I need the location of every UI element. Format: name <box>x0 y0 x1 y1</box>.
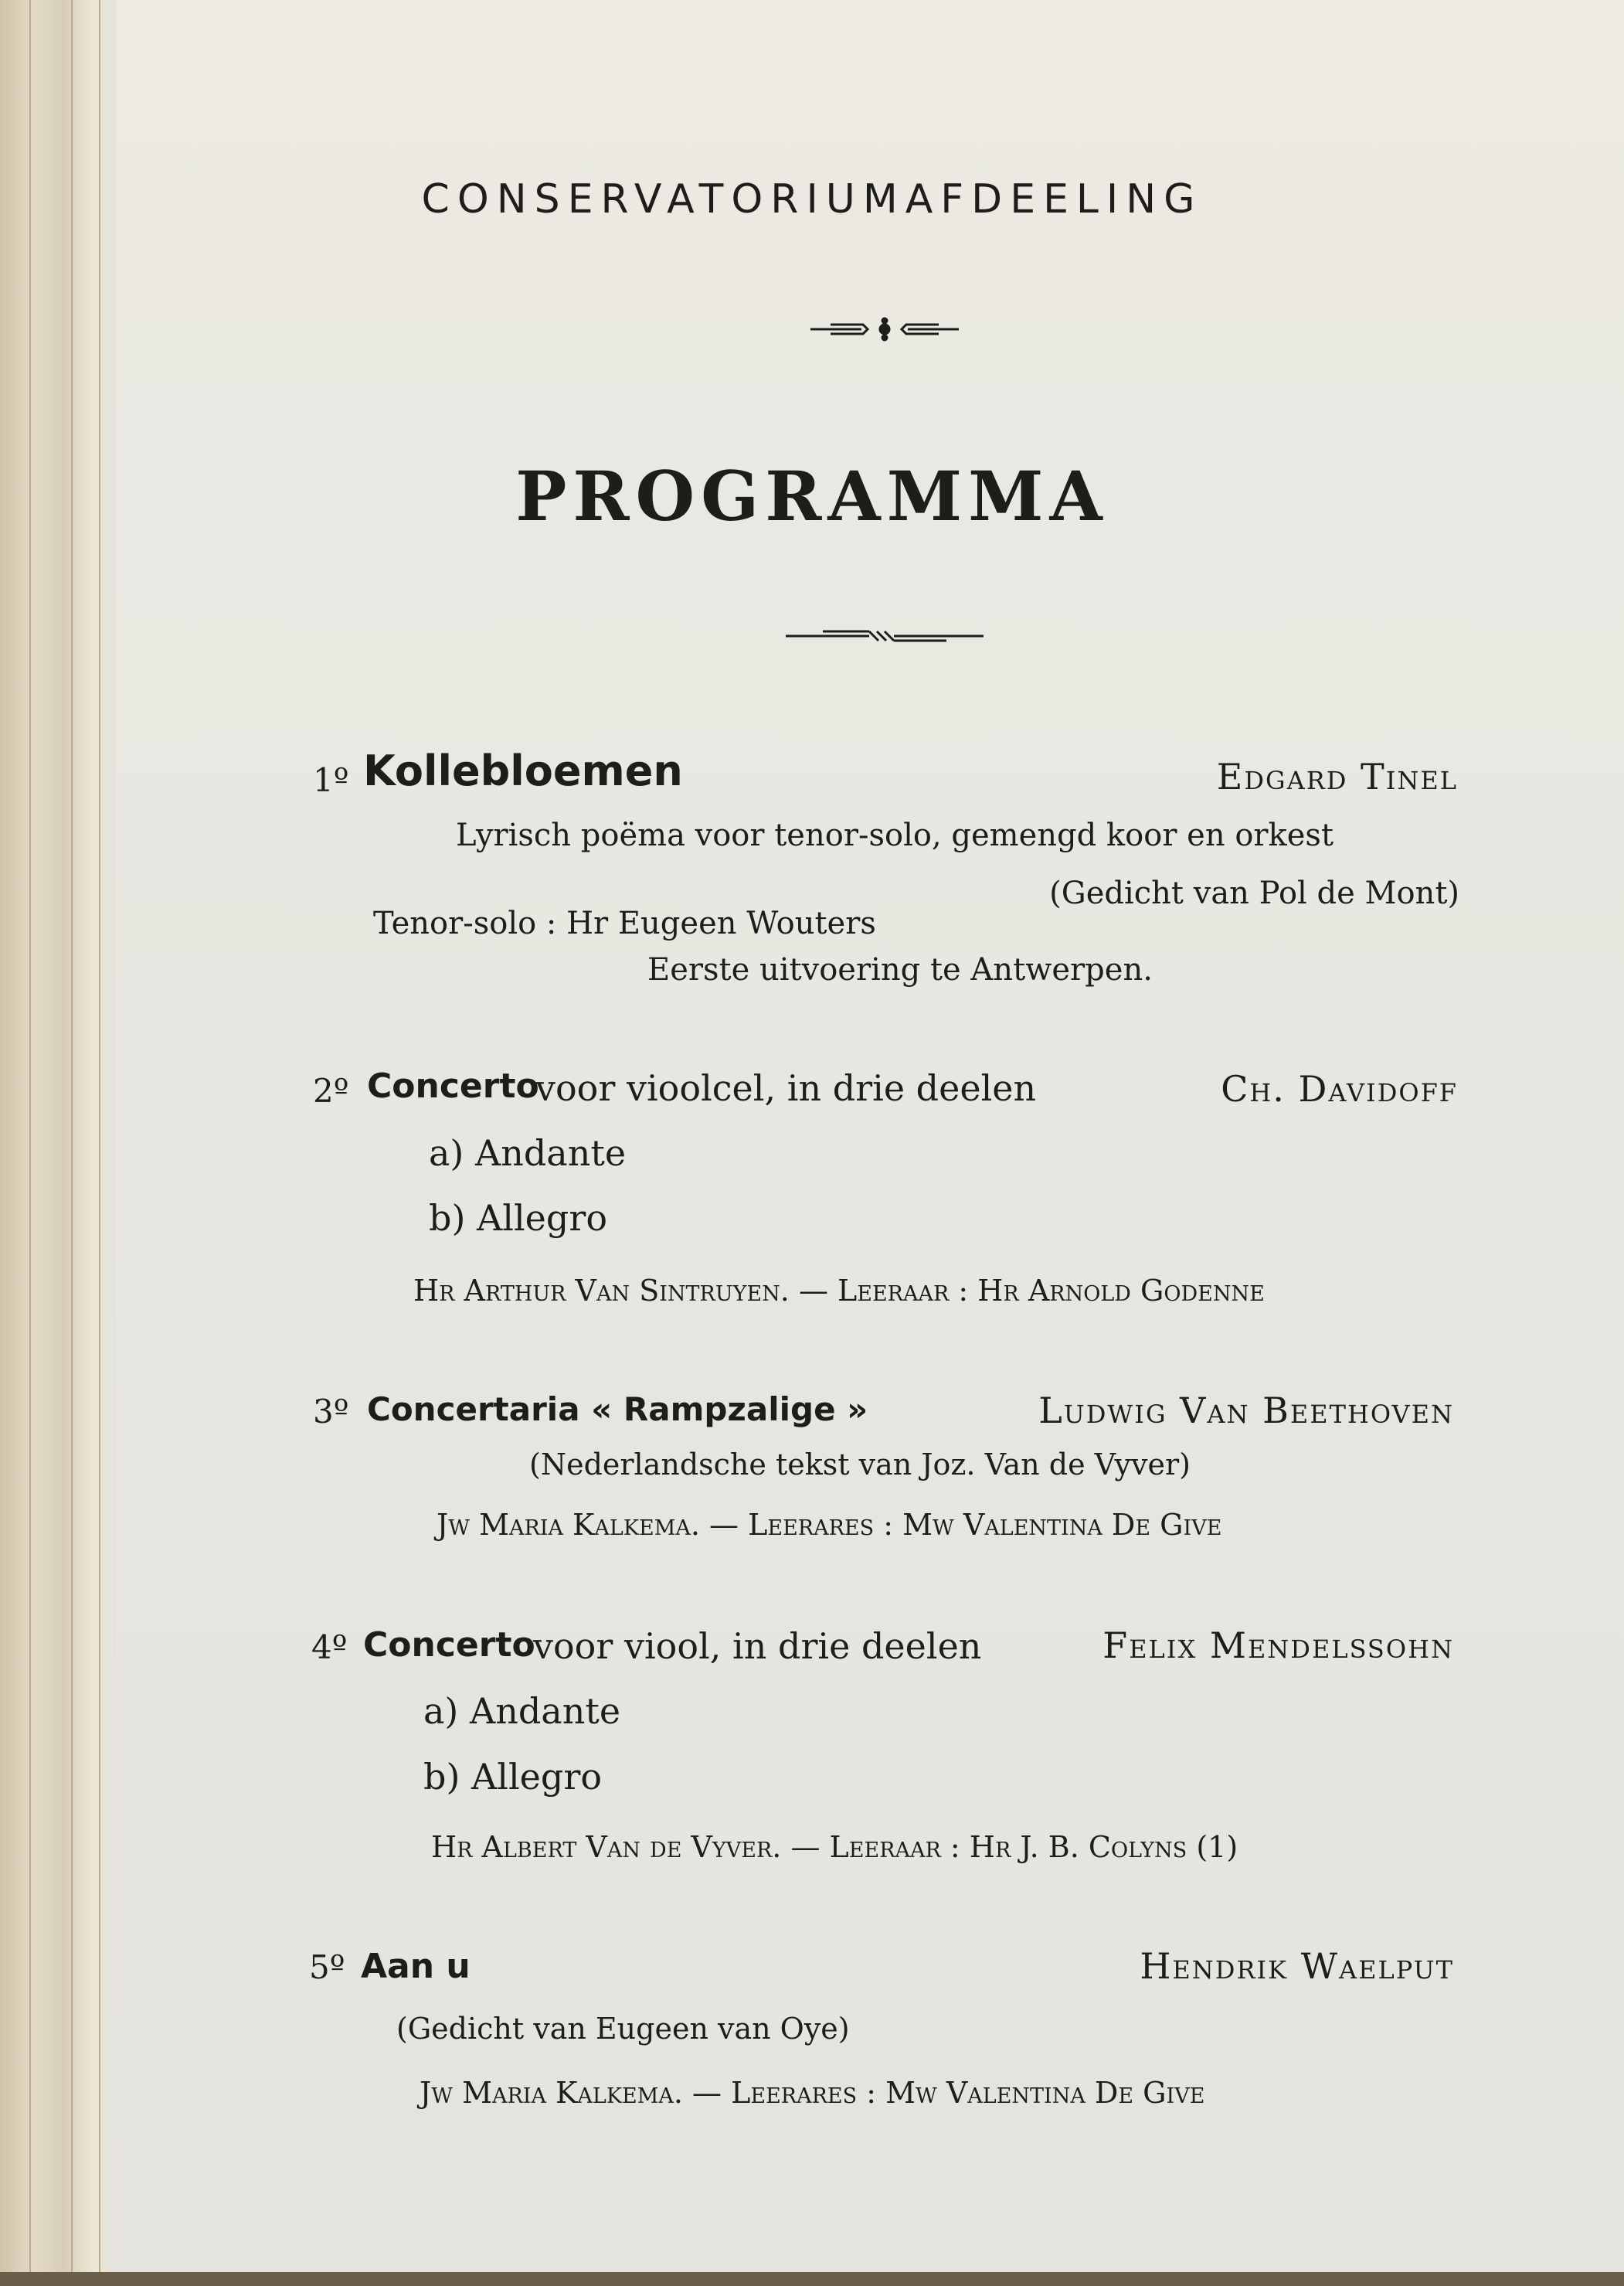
spine-line <box>29 0 31 2286</box>
item-title: Concerto <box>363 1625 535 1665</box>
ornament-divider-icon <box>784 622 985 645</box>
movement-b: b) Allegro <box>429 1197 608 1239</box>
item-soloist: Tenor-solo : Hr Eugeen Wouters <box>373 906 876 941</box>
item-number: 3º <box>313 1393 349 1430</box>
item-performer: Jw Maria Kalkema. — Leerares : Mw Valentina De Give <box>437 1508 1222 1542</box>
item-composer: Hendrik Waelput <box>1140 1945 1454 1987</box>
item-description: (Gedicht van Eugeen van Oye) <box>396 2012 850 2046</box>
item-poem-note: (Gedicht van Pol de Mont) <box>1049 876 1459 911</box>
item-title: Concertaria « Rampzalige » <box>367 1390 868 1428</box>
ornament-divider-icon <box>807 315 962 343</box>
movement-b: b) Allegro <box>423 1756 603 1798</box>
section-heading: CONSERVATORIUMAFDEELING <box>421 176 1203 223</box>
item-composer: Felix Mendelssohn <box>1102 1624 1454 1666</box>
movement-a: a) Andante <box>429 1132 627 1174</box>
item-number: 1º <box>313 761 349 799</box>
item-note: Eerste uitvoering te Antwerpen. <box>647 952 1153 988</box>
item-number: 5º <box>309 1948 345 1986</box>
item-subtitle: voor viool, in drie deelen <box>533 1625 982 1667</box>
item-title: Kollebloemen <box>363 747 683 795</box>
item-performer: Hr Albert Van de Vyver. — Leeraar : Hr J. B. Colyns (1) <box>431 1830 1238 1864</box>
item-description: (Nederlandsche tekst van Joz. Van de Vyver) <box>529 1447 1191 1481</box>
page-bottom-edge <box>0 2272 1624 2286</box>
page-title: PROGRAMMA <box>515 456 1109 536</box>
item-performer: Jw Maria Kalkema. — Leerares : Mw Valentina De Give <box>420 2076 1205 2110</box>
movement-a: a) Andante <box>423 1690 621 1732</box>
item-composer: Ludwig Van Beethoven <box>1038 1390 1454 1431</box>
item-number: 2º <box>313 1072 349 1110</box>
item-subtitle: voor vioolcel, in drie deelen <box>535 1067 1037 1109</box>
item-number: 4º <box>311 1628 348 1666</box>
item-performer: Hr Arthur Van Sintruyen. — Leeraar : Hr Arnold Godenne <box>413 1274 1265 1308</box>
book-spine <box>0 0 116 2286</box>
spine-line <box>99 0 100 2286</box>
item-composer: Ch. Davidoff <box>1221 1068 1458 1110</box>
item-title: Aan u <box>361 1947 471 1986</box>
spine-line <box>71 0 73 2286</box>
item-title: Concerto <box>367 1066 539 1106</box>
item-composer: Edgard Tinel <box>1216 756 1458 798</box>
item-description: Lyrisch poëma voor tenor-solo, gemengd koor en orkest <box>456 818 1334 853</box>
